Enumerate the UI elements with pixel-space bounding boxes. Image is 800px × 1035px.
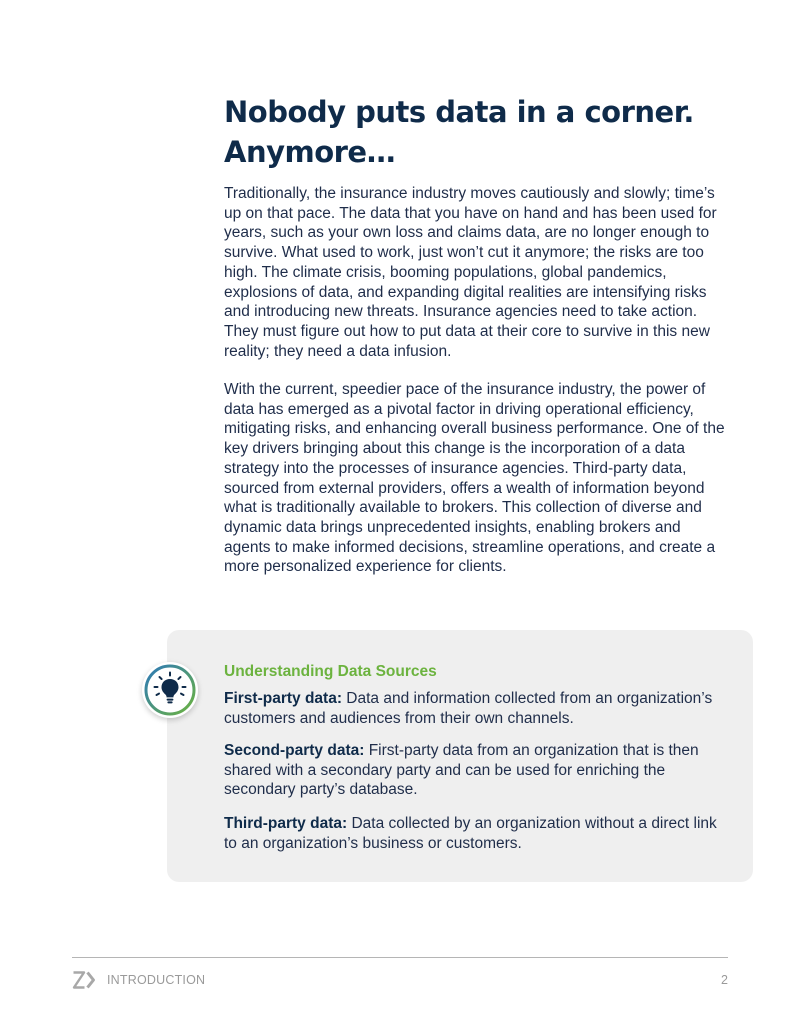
definition-text: First-party data from an organization that is then shared with a secondary party and can be used for enriching the secondary party’s database.	[224, 742, 699, 799]
intro-paragraph-2: With the current, speedier pace of the insurance industry, the power of data has emerged as a pivotal factor in driving operational efficiency, mitigating risks, and enhancing overall business performance. One of the key drivers bringing about this change is the incorporation of a data strategy into the processes of insurance agencies. Third-party data, sourced from external providers, offers a wealth of information beyond what is traditionally available to brokers. This collection of diverse and dynamic data brings unprecedented insights, enabling brokers and agents to make informed decisions, streamline operations, and create a more personalized experience for clients.	[224, 381, 725, 576]
footer-section-label: INTRODUCTION	[107, 973, 206, 987]
footer-divider	[72, 957, 728, 958]
definition-text: Data collected by an organization without a direct link to an organization’s business or customers.	[224, 815, 717, 852]
brand-logo-icon	[72, 969, 96, 991]
definition-second-party	[224, 741, 724, 800]
definition-term: Third-party data:	[224, 815, 348, 832]
heading-line-1: Nobody puts data in a corner.	[224, 95, 694, 129]
definition-text: Data and information collected from an organization’s customers and audiences from their own channels.	[224, 690, 713, 727]
page-number: 2	[721, 973, 728, 987]
definition-first-party	[224, 689, 724, 728]
definition-term: First-party data:	[224, 690, 342, 707]
heading-line-2: Anymore…	[224, 135, 396, 169]
intro-paragraph-1: Traditionally, the insurance industry moves cautiously and slowly; time’s up on that pace. The data that you have on hand and has been used for years, such as your own loss and claims data, are no longer enough to survive. What used to work, just won’t cut it anymore; the risks are too high. The climate crisis, booming populations, global pandemics, explosions of data, and expanding digital realities are intensifying risks and introducing new threats. Insurance agencies need to take action. They must figure out how to put data at their core to survive in this new reality; they need a data infusion.	[224, 185, 717, 360]
lightbulb-icon	[142, 662, 198, 718]
callout-title: Understanding Data Sources	[224, 663, 437, 680]
definition-third-party	[224, 814, 724, 853]
page-heading	[224, 92, 724, 172]
definition-term: Second-party data:	[224, 742, 365, 759]
